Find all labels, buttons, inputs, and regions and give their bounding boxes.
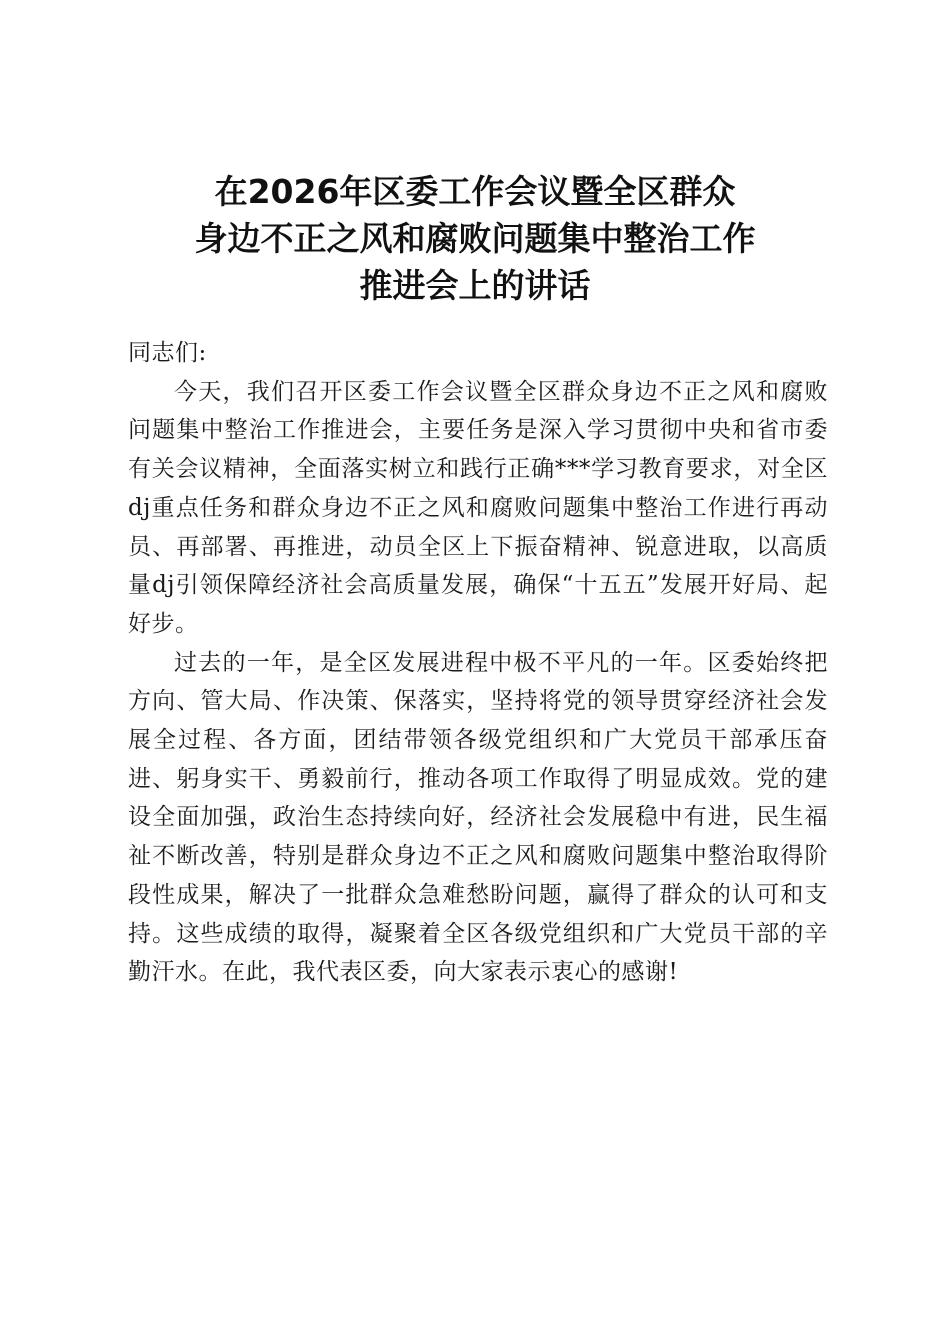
- title-line-1: 在2026年区委工作会议暨全区群众: [214, 172, 736, 211]
- salutation: 同志们:: [128, 340, 207, 366]
- title-line-2: 身边不正之风和腐败问题集中整治工作: [194, 219, 756, 258]
- paragraph-2: 过去的一年，是全区发展进程中极不平凡的一年。区委始终把方向、管大局、作决策、保落实，坚持将党的领导贯穿经济社会发展全过程、各方面，团结带领各级党组织和广大党员干部承压奋进、躬身实干、勇毅前行，推动各项工作取得了明显成效。党的建设全面加强，政治生态持续向好，经济社会发展稳中有进，民生福祉不断改善，特别是群众身边不正之风和腐败问题集中整治取得阶段性成果，解决了一批群众急难愁盼问题，赢得了群众的认可和支持。这些成绩的取得，凝聚着全区各级党组织和广大党员干部的辛勤汗水。在此，我代表区委，向大家表示衷心的感谢!: [128, 649, 828, 986]
- document-body: [128, 334, 828, 992]
- document-title: [0, 168, 950, 309]
- title-line-3: 推进会上的讲话: [359, 266, 591, 305]
- paragraph-1: 今天，我们召开区委工作会议暨全区群众身边不正之风和腐败问题集中整治工作推进会，主要任务是深入学习贯彻中央和省市委有关会议精神，全面落实树立和践行正确***学习教育要求，对全区dj重点任务和群众身边不正之风和腐败问题集中整治工作进行再动员、再部署、再推进，动员全区上下振奋精神、锐意进取，以高质量dj引领保障经济社会高质量发展，确保“十五五”发展开好局、起好步。: [128, 378, 828, 637]
